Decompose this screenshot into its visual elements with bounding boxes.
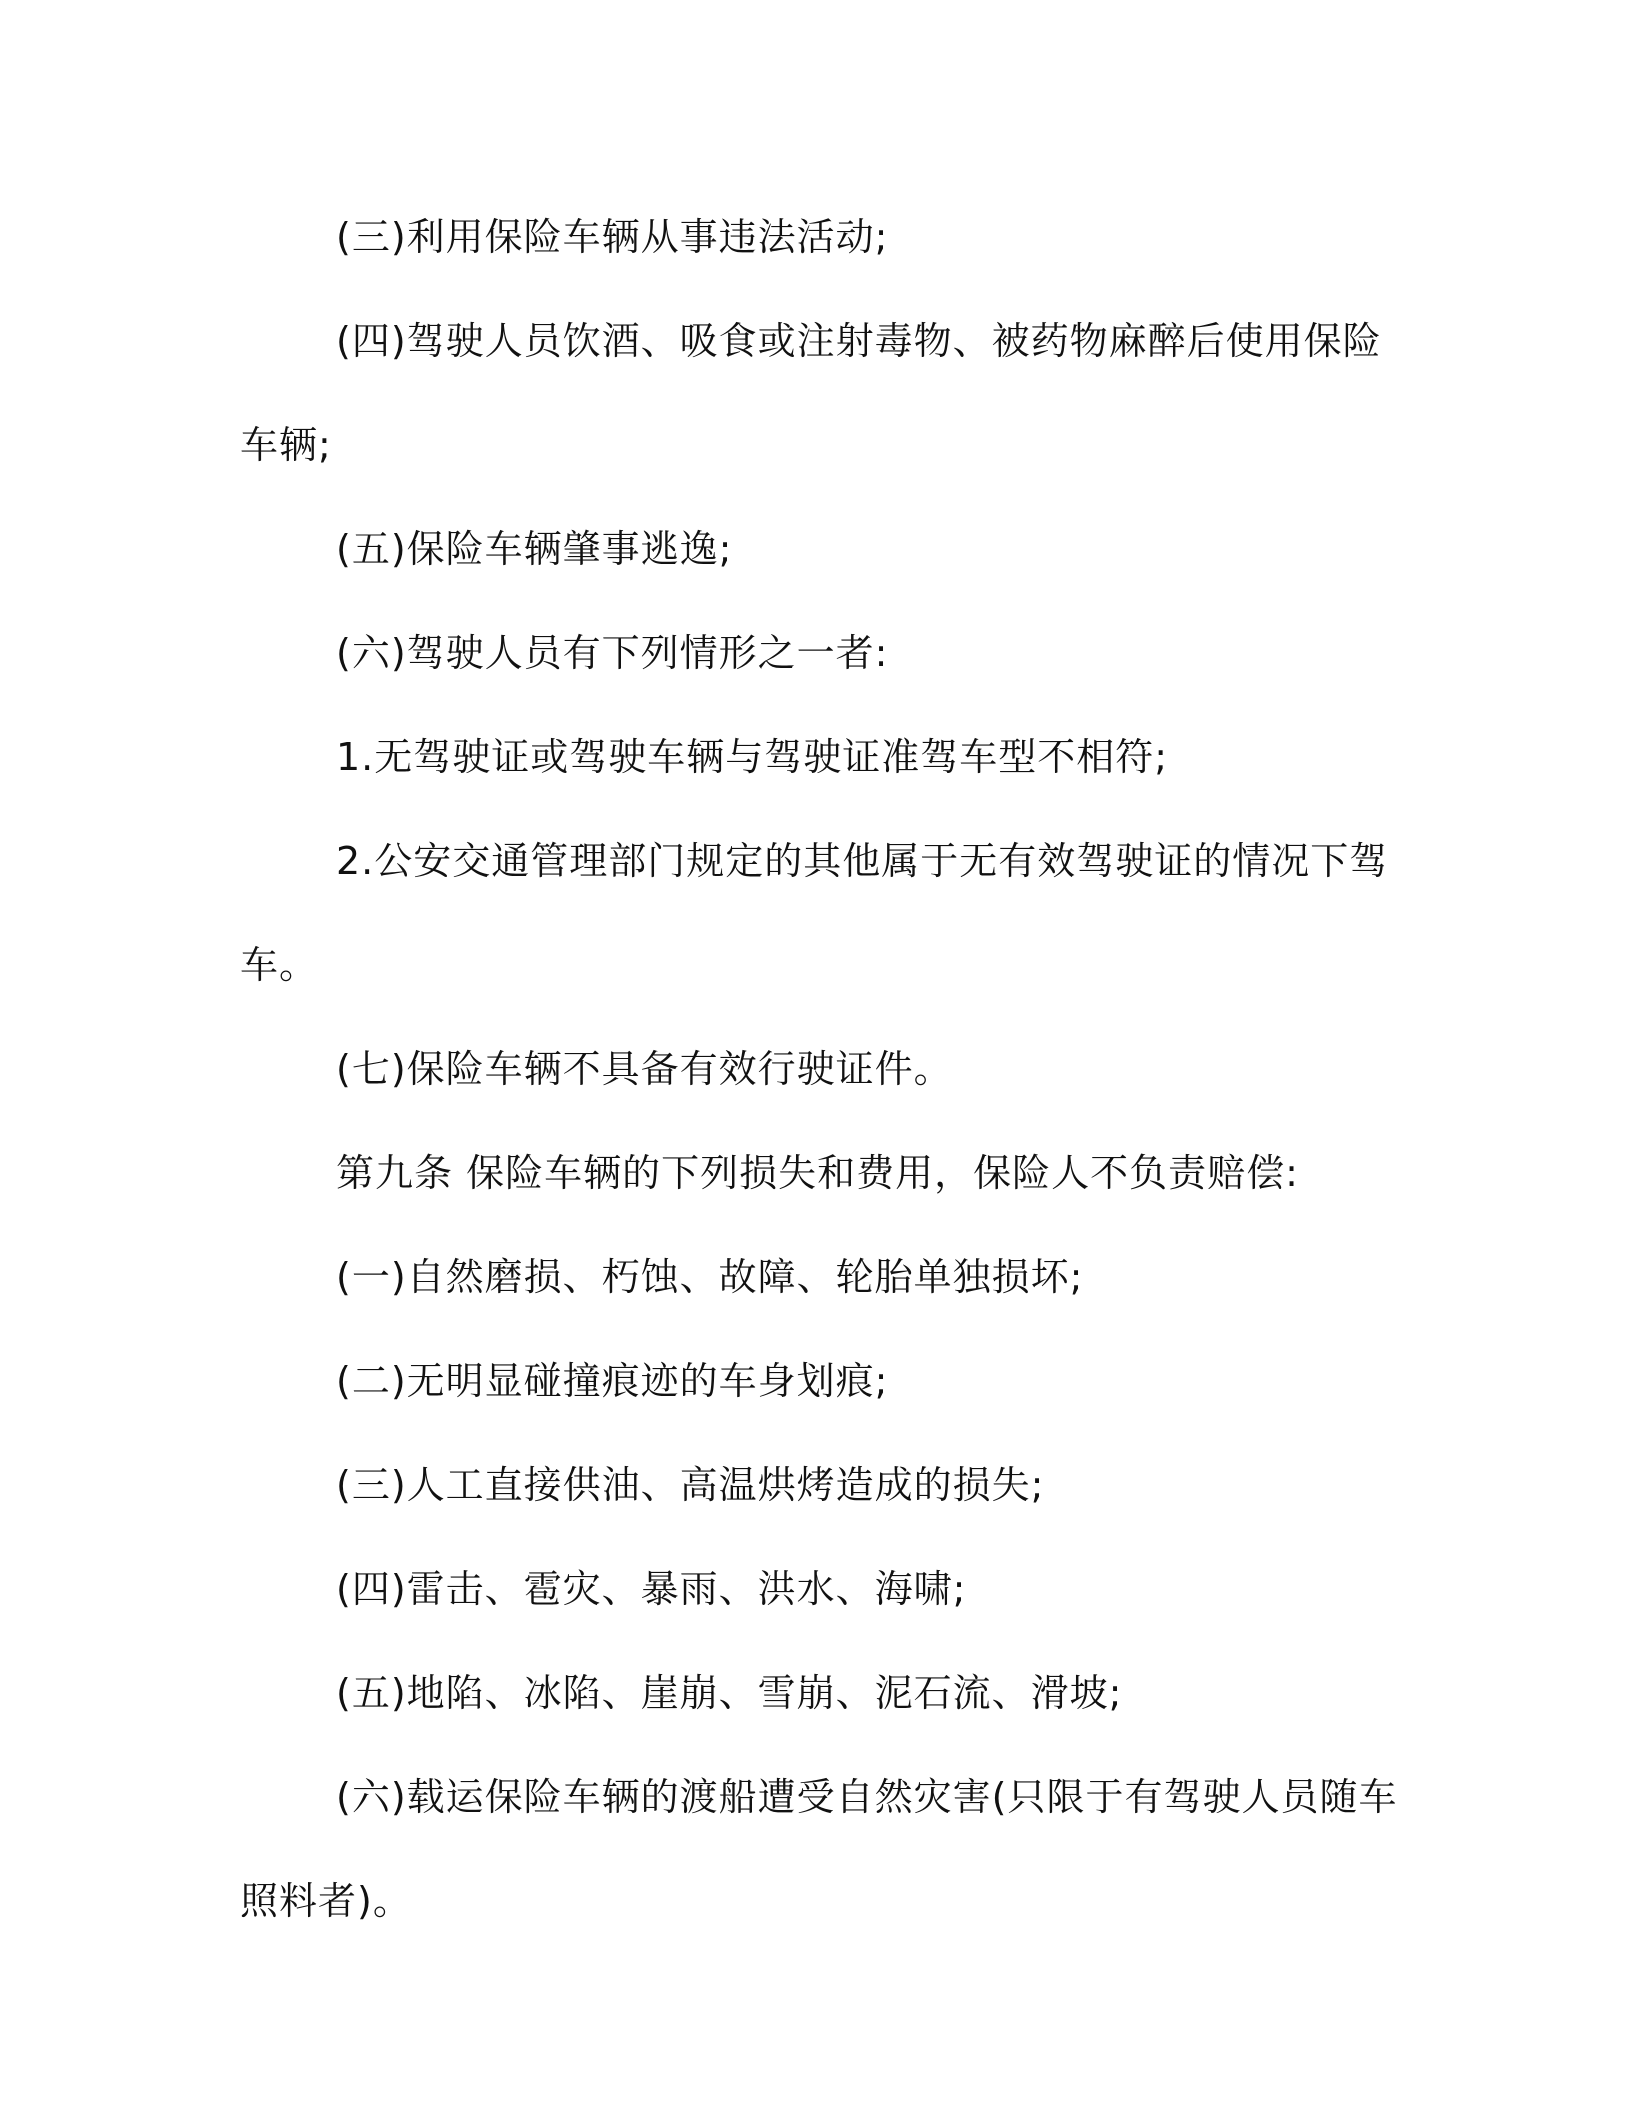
subclause-1-no-license: 1.无驾驶证或驾驶车辆与驾驶证准驾车型不相符; <box>336 735 1169 779</box>
exclusion-item-3-fuel-heat: (三)人工直接供油、高温烘烤造成的损失; <box>336 1463 1045 1507</box>
exclusion-item-4-weather: (四)雷击、雹灾、暴雨、洪水、海啸; <box>336 1567 967 1611</box>
subclause-2-invalid-license: 2.公安交通管理部门规定的其他属于无有效驾驶证的情况下驾车。 <box>240 839 1389 987</box>
exclusion-item-6-ferry: (六)载运保险车辆的渡船遭受自然灾害(只限于有驾驶人员随车照料者)。 <box>240 1775 1398 1923</box>
clause-item-3-illegal-activity: (三)利用保险车辆从事违法活动; <box>336 215 889 259</box>
clause-item-4-intoxication: (四)驾驶人员饮酒、吸食或注射毒物、被药物麻醉后使用保险车辆; <box>240 319 1382 467</box>
article-9-heading: 第九条 保险车辆的下列损失和费用，保险人不负责赔偿: <box>336 1151 1299 1195</box>
exclusion-item-5-geological: (五)地陷、冰陷、崖崩、雪崩、泥石流、滑坡; <box>336 1671 1123 1715</box>
clause-item-5-hit-and-run: (五)保险车辆肇事逃逸; <box>336 527 733 571</box>
exclusion-item-1-wear: (一)自然磨损、朽蚀、故障、轮胎单独损坏; <box>336 1255 1084 1299</box>
document-body <box>240 185 1400 1953</box>
clause-item-6-driver-conditions: (六)驾驶人员有下列情形之一者: <box>336 631 889 675</box>
clause-item-7-no-registration: (七)保险车辆不具备有效行驶证件。 <box>336 1047 953 1091</box>
exclusion-item-2-scratches: (二)无明显碰撞痕迹的车身划痕; <box>336 1359 889 1403</box>
